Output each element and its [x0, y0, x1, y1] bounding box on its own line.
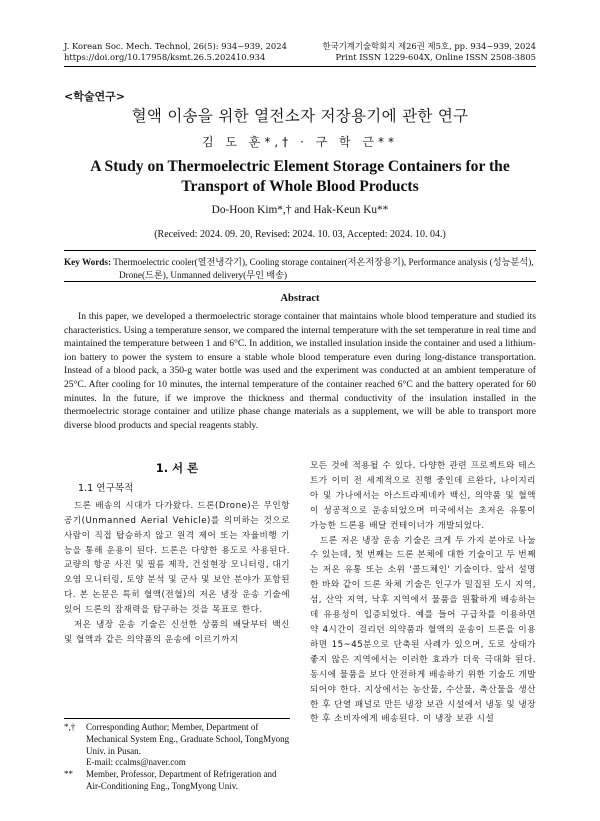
title-english: A Study on Thermoelectric Element Storage Containers for the Transport of Whole Blood Products [90, 158, 510, 195]
article-category: <학술연구> [64, 90, 125, 103]
footnote-text: Member, Professor, Department of Refrigeration and Air-Conditioning Eng., TongMyong Univ. [86, 769, 277, 791]
body-paragraph: 드론 배송의 시대가 다가왔다. 드론(Drone)은 무인항공기(Unmanned Aerial Vehicle)를 의미하는 것으로 사람이 직접 탑승하지 않고 원격 제어 또는 자율비행 기능을 통해 운용이 된다. 드론은 다양한 용도로 사용된다. 교량의 항공 사진 및 필름 제작, 건설현장 모니터링, 대기 오염 모니터링, 토양 분석 및 군사 및 보안 분야가 포함된다. 본 논문은 특히 혈액(전혈)의 저온 냉장 운송 기술에 있어 드론의 잠재력을 탐구하는 것을 목표로 한다. [64, 500, 290, 616]
keywords [64, 256, 536, 282]
keywords-text: Thermoelectric cooler(열전냉각기), Cooling storage container(저온저장용기), Performance analysis (성능분석), Drone(드론), Unmanned delivery(무인 배송) [113, 257, 534, 280]
keywords-label: Key Words: [64, 257, 112, 267]
section-heading: 1. 서 론 [155, 461, 199, 475]
running-header-line2 [64, 52, 536, 62]
body-paragraph: 드론 저온 냉장 운송 기술은 크게 두 가지 분야로 나눌 수 있는데, 첫 번째는 드론 본체에 대한 기술이고 두 번째는 저온 유통 또는 소위 '콜드체인' 기술이다. 앞서 설명한 바와 같이 드론 차체 기술은 인구가 밀집된 도시 지역, 섬, 산악 지역, 낙후 지역에서 물품을 원활하게 배송하는 데 유용성이 입증되었다. 예를 들어 구급차를 이용하면 약 4시간이 걸리던 의약품과 혈액의 운송이 드론을 이용하면 15~45분으로 단축된 사례가 있으며, 도로 상태가 좋지 않은 지역에서는 이러한 효과가 더욱 극대화 된다. 동시에 물품을 보다 안전하게 배송하기 위한 기술도 개발되어야 한다. 지상에서는 농산물, 수산물, 축산물을 생산한 후 단열 패널로 만든 냉장 보관 시설에서 냉동 및 냉장한 후 소비자에게 배송된다. 이 냉장 보관 시설 [310, 535, 536, 725]
journal-citation: J. Korean Soc. Mech. Technol, 26(5): 934~939, 2024 [64, 41, 287, 51]
right-column [310, 459, 536, 727]
footnote-corresponding [64, 722, 290, 769]
authors-korean: 김 도 훈*,† · 구 학 근** [201, 135, 399, 149]
footnote-mark: *,† [64, 722, 76, 732]
doi-link[interactable]: https://doi.org/10.17958/ksmt.26.5.202410.934 [64, 52, 266, 62]
issn-info: Print ISSN 1229-604X, Online ISSN 2508-3805 [335, 52, 536, 62]
body-paragraph: 저온 냉장 운송 기술은 신선한 상품의 배달부터 백신 및 혈액과 같은 의약품의 운송에 이르기까지 [64, 620, 290, 645]
left-column [64, 461, 290, 648]
title-korean: 혈액 이송을 위한 열전소자 저장용기에 관한 연구 [131, 107, 469, 125]
journal-citation-korean: 한국기계기술학회지 제26권 제5호, pp. 934~939, 2024 [322, 41, 536, 51]
footnote-text: Corresponding Author; Member, Department of Mechanical System Eng., Graduate School, TongMyong Univ. in Pusan. [86, 722, 290, 756]
header-divider [64, 66, 536, 67]
submission-dates: (Received: 2024. 09. 20, Revised: 2024. 10. 03, Accepted: 2024. 10. 04.) [154, 229, 446, 240]
footnote-divider [64, 718, 290, 719]
authors-english: Do-Hoon Kim*,† and Hak-Keun Ku** [211, 204, 389, 216]
footnote-email[interactable]: E-mail: ccalms@naver.com [86, 757, 186, 768]
footnotes [64, 722, 290, 793]
abstract-body: In this paper, we developed a thermoelectric storage container that maintains whole blood temperature and studied its characteristics. Using a temperature sensor, we compared the internal temperature with the set temperature in real time and maintained the temperature between 1 and 6°C. In addition, we installed insulation inside the container and used a lithium-ion battery to power the system to ensure a stable whole blood temperature even during long-distance transportation. Instead of a blood pack, a 350-g water bottle was used and the experiment was conducted at an ambient temperature of 25°C. After cooling for 10 minutes, the internal temperature of the container reached 6°C and the battery operated for 60 minutes. In the future, if we improve the thickness and thermal conductivity of the insulation installed in the thermoelectric storage container and utilize phase change materials as a supplement, we will be able to transport more diverse blood products and special reagents stably. [64, 311, 536, 431]
footnote-coauthor [64, 769, 290, 793]
abstract-heading: Abstract [280, 293, 320, 304]
body-paragraph: 모든 것에 적용될 수 있다. 다양한 관련 프로젝트와 테스트가 이미 전 세계적으로 진행 중인데 르완다, 나이지리아 및 가나에서는 아스트라제네카 백신, 의약품 및 혈액이 성공적으로 운송되었으며 미국에서는 초저온 유통이 가능한 드론용 배달 컨테이너가 개발되었다. [310, 461, 536, 531]
running-header-line1 [64, 41, 536, 51]
keywords-top-rule [64, 250, 536, 251]
footnote-mark: ** [64, 769, 73, 780]
keywords-bottom-rule [64, 281, 536, 282]
subsection-heading: 1.1 연구목적 [78, 482, 134, 494]
